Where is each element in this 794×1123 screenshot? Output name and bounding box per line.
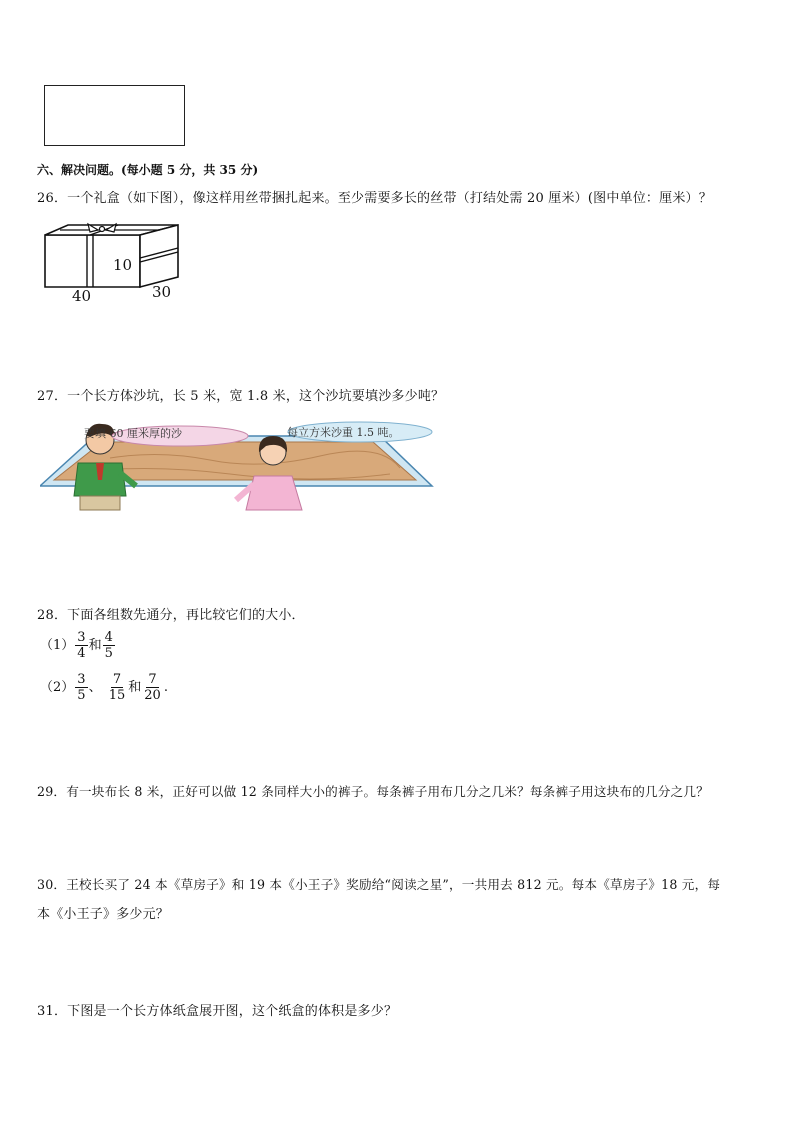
q28-part-1: （1） $\frac{3}{4}$ 和 $\frac{4}{5}$	[40, 630, 113, 661]
fraction: $\frac{7}{20}$	[144, 672, 161, 703]
gift-dim-height: 10	[113, 256, 133, 274]
question-31: 31．下图是一个长方体纸盒展开图，这个纸盒的体积是多少？	[37, 1004, 398, 1019]
question-29: 29．有一块布长 8 米，正好可以做 12 条同样大小的裤子。每条裤子用布几分之几米？每条裤子用这块布的几分之几？	[37, 784, 709, 799]
q28-part-1-label: （1）	[40, 638, 75, 653]
speech-bubble-girl: 每立方米沙重 1.5 吨。	[287, 426, 400, 439]
speech-bubble-boy: 要填 60 厘米厚的沙	[84, 427, 182, 440]
question-30-line-2: 本《小王子》多少元？	[37, 907, 170, 922]
section-title: 六、解决问题。(每小题 5 分，共 35 分)	[37, 163, 259, 177]
fraction: $\frac{3}{4}$	[77, 630, 86, 661]
fraction: $\frac{7}{15}$	[108, 672, 126, 703]
fraction: $\frac{4}{5}$	[104, 630, 113, 661]
question-28: 28．下面各组数先通分，再比较它们的大小．	[37, 608, 305, 623]
fraction: $\frac{3}{5}$	[77, 672, 86, 703]
gift-dim-width: 30	[152, 283, 172, 301]
answer-box	[44, 85, 185, 146]
question-27: 27．一个长方体沙坑，长 5 米，宽 1.8 米，这个沙坑要填沙多少吨？	[37, 389, 445, 404]
question-30-line-1: 30．王校长买了 24 本《草房子》和 19 本《小王子》奖励给“阅读之星”，一共用去 812 元。每本《草房子》18 元，每	[37, 877, 721, 892]
gift-dim-length: 40	[72, 287, 92, 305]
q28-part-2: （2） $\frac{3}{5}$ 、 $\frac{7}{15}$ 和 $\frac{7}{20}$ .	[40, 672, 168, 703]
question-26: 26．一个礼盒（如下图），像这样用丝带捆扎起来。至少需要多长的丝带（打结处需 20 厘米）(图中单位：厘米）？	[37, 191, 712, 206]
q28-part-2-label: （2）	[40, 680, 75, 695]
